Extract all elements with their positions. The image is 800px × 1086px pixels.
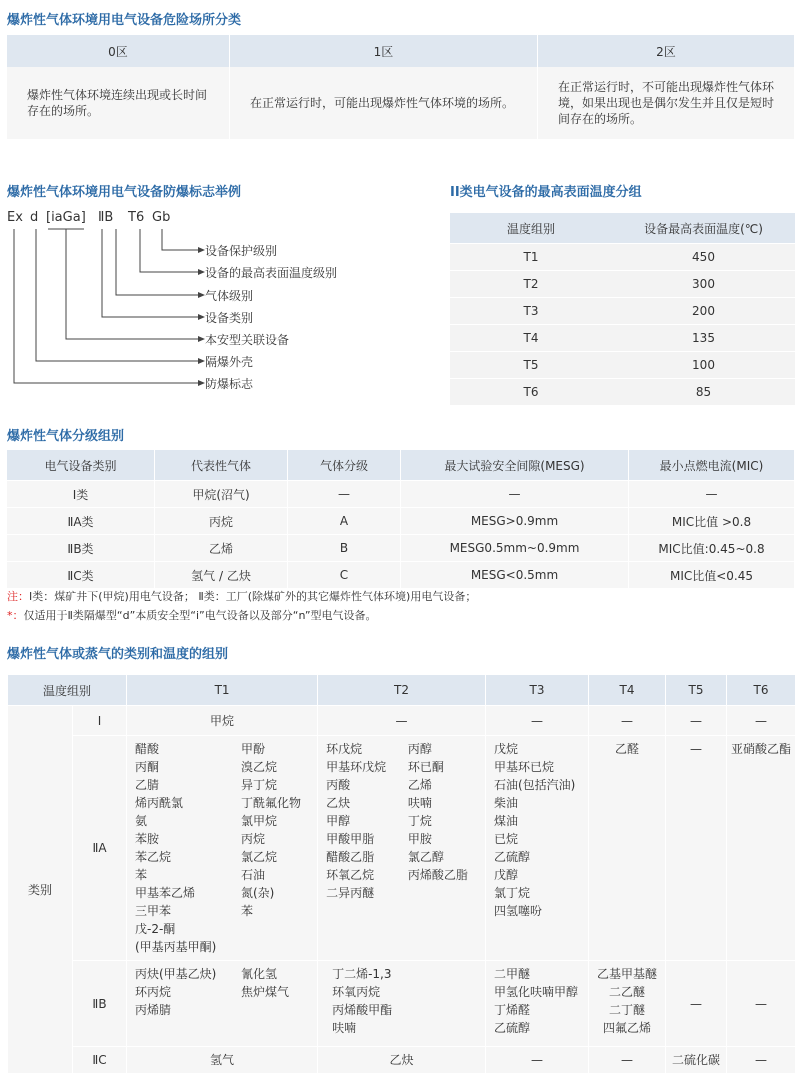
list-item: 环氧丙烷 — [332, 985, 381, 999]
cell-IIC-t6: — — [726, 1047, 795, 1074]
list-item: 石油(包括汽油) — [493, 778, 576, 792]
table-row — [7, 535, 795, 562]
label-assoc-apparatus: 本安型关联设备 — [205, 333, 290, 347]
cell-IIA-t6: 亚硝酸乙酯 — [726, 736, 795, 961]
row-I — [8, 706, 796, 736]
temp-class: T1 — [450, 244, 612, 271]
gas-cell: MESG>0.9mm — [401, 508, 629, 535]
list-item: 甲胺 — [407, 832, 432, 846]
list-item: 丁烷 — [407, 814, 432, 828]
gas-cell: MIC比值 >0.8 — [629, 508, 795, 535]
gas-cell: ⅡA类 — [7, 508, 155, 535]
temp-value: 450 — [612, 244, 795, 271]
label-ex-mark: 防爆标志 — [205, 377, 254, 391]
cell-IIA-t3 — [485, 736, 588, 961]
row-IIB — [8, 961, 796, 1047]
list-item: 三甲苯 — [135, 904, 172, 918]
cell-IIB-t1b — [237, 961, 318, 1047]
label-gas-group: 气体级别 — [205, 289, 254, 303]
note-line-1 — [7, 588, 476, 604]
list-item: 丙烷 — [240, 832, 265, 846]
gas-cell: 丙烷 — [155, 508, 288, 535]
list-item: 呋喃 — [407, 796, 432, 810]
list-item: 已烷 — [493, 832, 518, 846]
code-iib: ⅡB — [98, 210, 114, 225]
cell-IIB-t1a — [127, 961, 237, 1047]
cell-IIB-t2 — [318, 961, 486, 1047]
temp-title: II类电气设备的最高表面温度分组 — [450, 185, 642, 200]
list-item: 呋喃 — [332, 1021, 357, 1035]
table-row — [450, 352, 795, 379]
temp-class: T6 — [450, 379, 612, 406]
gas-header: 电气设备类别 — [7, 450, 155, 481]
cell-IIB-t4 — [588, 961, 665, 1047]
list-item: 异丁烷 — [240, 778, 277, 792]
list-item: 柴油 — [493, 796, 518, 810]
gas-header: 最小点燃电流(MIC) — [629, 450, 795, 481]
list-item: 氯丁烷 — [493, 886, 530, 900]
list-item: 戊烷 — [493, 742, 518, 756]
zone2-header: 2区 — [538, 35, 795, 67]
cell-IIC-t3: — — [485, 1047, 588, 1074]
label-temp-class: 设备的最高表面温度级别 — [205, 266, 338, 280]
temp-value: 135 — [612, 325, 795, 352]
list-item: 氰化氢 — [240, 967, 277, 981]
list-item: 石油 — [240, 868, 265, 882]
gas-cell: 氢气 / 乙炔 — [155, 562, 288, 589]
temp-header-group: 温度组别 — [450, 213, 612, 244]
gas-cell: ⅡC类 — [7, 562, 155, 589]
list-item: 丙炔(甲基乙炔) — [135, 967, 217, 981]
cell-IIA-t1b — [237, 736, 318, 961]
gas-cell: C — [288, 562, 401, 589]
row-label-IIA: ⅡA — [73, 736, 127, 961]
t1-header: T1 — [127, 675, 318, 706]
cell-I-t3: — — [485, 706, 588, 736]
list-item: 二异丙醚 — [326, 886, 375, 900]
zone0-desc: 爆炸性气体环境连续出现或长时间存在的场所。 — [7, 67, 230, 139]
table-row — [450, 271, 795, 298]
cell-IIC-t4: — — [588, 1047, 665, 1074]
gas-cell: MESG<0.5mm — [401, 562, 629, 589]
list-item: 丁二烯-1,3 — [332, 967, 392, 981]
list-item: 丁烯醛 — [493, 1003, 530, 1017]
gas-cell: A — [288, 508, 401, 535]
cell-I-t5: — — [665, 706, 726, 736]
list-item: 二丁醚 — [608, 1003, 645, 1017]
list-item: 苯胺 — [135, 832, 160, 846]
table-row — [7, 562, 795, 589]
list-item: 二甲醚 — [493, 967, 530, 981]
zone0-header: 0区 — [7, 35, 230, 67]
temp-table — [450, 213, 795, 405]
gas-cell: MIC比值<0.45 — [629, 562, 795, 589]
t2-header: T2 — [318, 675, 486, 706]
list-item: (甲基丙基甲酮) — [135, 940, 217, 954]
list-item: 环戊烷 — [326, 742, 363, 756]
list-item: 环丙烷 — [135, 985, 172, 999]
list-item: 戊醇 — [493, 868, 518, 882]
t4-header: T4 — [588, 675, 665, 706]
list-item: 苯 — [240, 904, 253, 918]
temp-class: T5 — [450, 352, 612, 379]
gas-cell: 乙烯 — [155, 535, 288, 562]
note-line-2 — [7, 607, 377, 623]
list-item: 苯 — [135, 868, 148, 882]
temp-class: T2 — [450, 271, 612, 298]
row-IIC — [8, 1047, 796, 1074]
t6-header: T6 — [726, 675, 795, 706]
cell-IIA-t2a — [318, 736, 404, 961]
t3-header: T3 — [485, 675, 588, 706]
list-item: 甲基环已烷 — [493, 760, 554, 774]
row-label-I: Ⅰ — [73, 706, 127, 736]
list-item: 氯甲烷 — [240, 814, 277, 828]
gas-cell: MIC比值:0.45~0.8 — [629, 535, 795, 562]
row-IIA — [8, 736, 796, 961]
note-text: Ⅰ类：煤矿井下(甲烷)用电气设备； Ⅱ类：工厂(除煤矿外的其它爆炸性气体环境)用电气设备； — [29, 590, 477, 603]
cell-IIA-t5: — — [665, 736, 726, 961]
cell-I-t2: — — [318, 706, 486, 736]
table-row — [450, 244, 795, 271]
code-gb: Gb — [152, 210, 171, 225]
note-text: 仅适用于Ⅱ类隔爆型“d”本质安全型“i”电气设备以及部分“n”型电气设备。 — [23, 609, 377, 622]
note-mark: 注： — [7, 590, 29, 603]
table-row — [450, 379, 795, 406]
list-item: 乙硫醇 — [493, 1021, 530, 1035]
list-item: 甲氢化呋喃甲醇 — [493, 985, 578, 999]
table-row — [7, 481, 795, 508]
list-item: 乙硫醇 — [493, 850, 530, 864]
zone1-header: 1区 — [230, 35, 538, 67]
gas-table — [7, 450, 795, 588]
table-row — [7, 508, 795, 535]
list-item: 四氟乙烯 — [602, 1021, 651, 1035]
cell-I-t4: — — [588, 706, 665, 736]
t5-header: T5 — [665, 675, 726, 706]
groups-title: 爆炸性气体或蒸气的类别和温度的组别 — [7, 647, 229, 662]
cell-IIA-t1a — [127, 736, 237, 961]
list-item: 乙炔 — [326, 796, 351, 810]
list-item: 甲基环戊烷 — [326, 760, 387, 774]
list-item: 苯乙烷 — [135, 850, 172, 864]
list-item: 氯乙醇 — [407, 850, 444, 864]
list-item: 氨 — [135, 814, 148, 828]
list-item: 焦炉煤气 — [240, 985, 289, 999]
list-item: 甲基苯乙烯 — [135, 886, 196, 900]
note-mark: *： — [7, 609, 24, 622]
list-item: 四氢噻吩 — [493, 904, 542, 918]
code-t6: T6 — [128, 210, 145, 225]
gas-title: 爆炸性气体分级组别 — [7, 429, 125, 444]
cell-IIB-t3 — [485, 961, 588, 1047]
temp-value: 85 — [612, 379, 795, 406]
marking-title: 爆炸性气体环境用电气设备防爆标志举例 — [7, 185, 242, 200]
temp-header-max: 设备最高表面温度(℃) — [612, 213, 795, 244]
table-row — [450, 298, 795, 325]
cell-IIB-t5: — — [665, 961, 726, 1047]
cell-I-t6: — — [726, 706, 795, 736]
list-item: 醋酸乙脂 — [326, 850, 375, 864]
table-row — [450, 325, 795, 352]
zone-title: 爆炸性气体环境用电气设备危险场所分类 — [7, 13, 242, 28]
list-item: 环已酮 — [407, 760, 444, 774]
row-label-IIC: ⅡC — [73, 1047, 127, 1074]
list-item: 乙基甲基醚 — [596, 967, 657, 981]
list-item: 丙酮 — [135, 760, 160, 774]
gas-cell: — — [629, 481, 795, 508]
gas-header: 代表性气体 — [155, 450, 288, 481]
gas-header: 气体分级 — [288, 450, 401, 481]
list-item: 乙腈 — [135, 778, 160, 792]
gas-cell: — — [288, 481, 401, 508]
list-item: 甲酚 — [240, 742, 265, 756]
cell-IIA-t2b — [404, 736, 486, 961]
list-item: 氮(杂) — [240, 886, 275, 900]
list-item: 烯丙酰氯 — [135, 796, 184, 810]
list-item: 丁酰氟化物 — [240, 796, 301, 810]
temp-value: 200 — [612, 298, 795, 325]
zone-table — [7, 35, 795, 139]
gas-cell: ⅡB类 — [7, 535, 155, 562]
code-iaga: [iaGa] — [46, 210, 86, 225]
zone2-desc: 在正常运行时，不可能出现爆炸性气体环境，如果出现也是偶尔发生并且仅是短时间存在的场所。 — [538, 67, 795, 139]
list-item: 丙烯腈 — [135, 1003, 172, 1017]
cell-IIB-t6: — — [726, 961, 795, 1047]
list-item: 丙烯酸甲酯 — [332, 1003, 393, 1017]
list-item: 环氧乙烷 — [326, 868, 375, 882]
code-d: d — [30, 210, 39, 225]
list-item: 甲醇 — [326, 814, 351, 828]
list-item: 溴乙烷 — [240, 760, 277, 774]
gas-cell: — — [401, 481, 629, 508]
temp-class: T3 — [450, 298, 612, 325]
list-item: 丙烯酸乙脂 — [407, 868, 468, 882]
category-label: 类别 — [8, 706, 73, 1074]
cell-IIC-t5: 二硫化碳 — [665, 1047, 726, 1074]
temp-value: 300 — [612, 271, 795, 298]
list-item: 丙醇 — [407, 742, 432, 756]
cell-IIA-t4: 乙醛 — [588, 736, 665, 961]
list-item: 丙酸 — [326, 778, 351, 792]
cell-I-t1: 甲烷 — [127, 706, 318, 736]
list-item: 二乙醚 — [608, 985, 645, 999]
row-label-IIB: ⅡB — [73, 961, 127, 1047]
code-ex: Ex — [7, 210, 23, 225]
marking-diagram — [0, 205, 440, 400]
temp-class: T4 — [450, 325, 612, 352]
list-item: 甲酸甲脂 — [326, 832, 375, 846]
list-item: 氯乙烷 — [240, 850, 277, 864]
gas-header: 最大试验安全间隙(MESG) — [401, 450, 629, 481]
cell-IIC-t2: 乙炔 — [318, 1047, 486, 1074]
label-flameproof: 隔爆外壳 — [205, 355, 254, 369]
gas-cell: MESG0.5mm~0.9mm — [401, 535, 629, 562]
temp-value: 100 — [612, 352, 795, 379]
corner-header: 温度组别 — [8, 675, 127, 706]
groups-table — [7, 675, 795, 1073]
label-equip-group: 设备类别 — [205, 311, 254, 325]
label-epl: 设备保护级别 — [205, 244, 278, 258]
list-item: 戊-2-酮 — [135, 922, 176, 936]
gas-cell: Ⅰ类 — [7, 481, 155, 508]
list-item: 乙烯 — [407, 778, 432, 792]
cell-IIC-t1: 氢气 — [127, 1047, 318, 1074]
gas-cell: B — [288, 535, 401, 562]
list-item: 煤油 — [493, 814, 518, 828]
zone1-desc: 在正常运行时，可能出现爆炸性气体环境的场所。 — [230, 67, 538, 139]
list-item: 醋酸 — [135, 742, 160, 756]
gas-cell: 甲烷(沼气) — [155, 481, 288, 508]
